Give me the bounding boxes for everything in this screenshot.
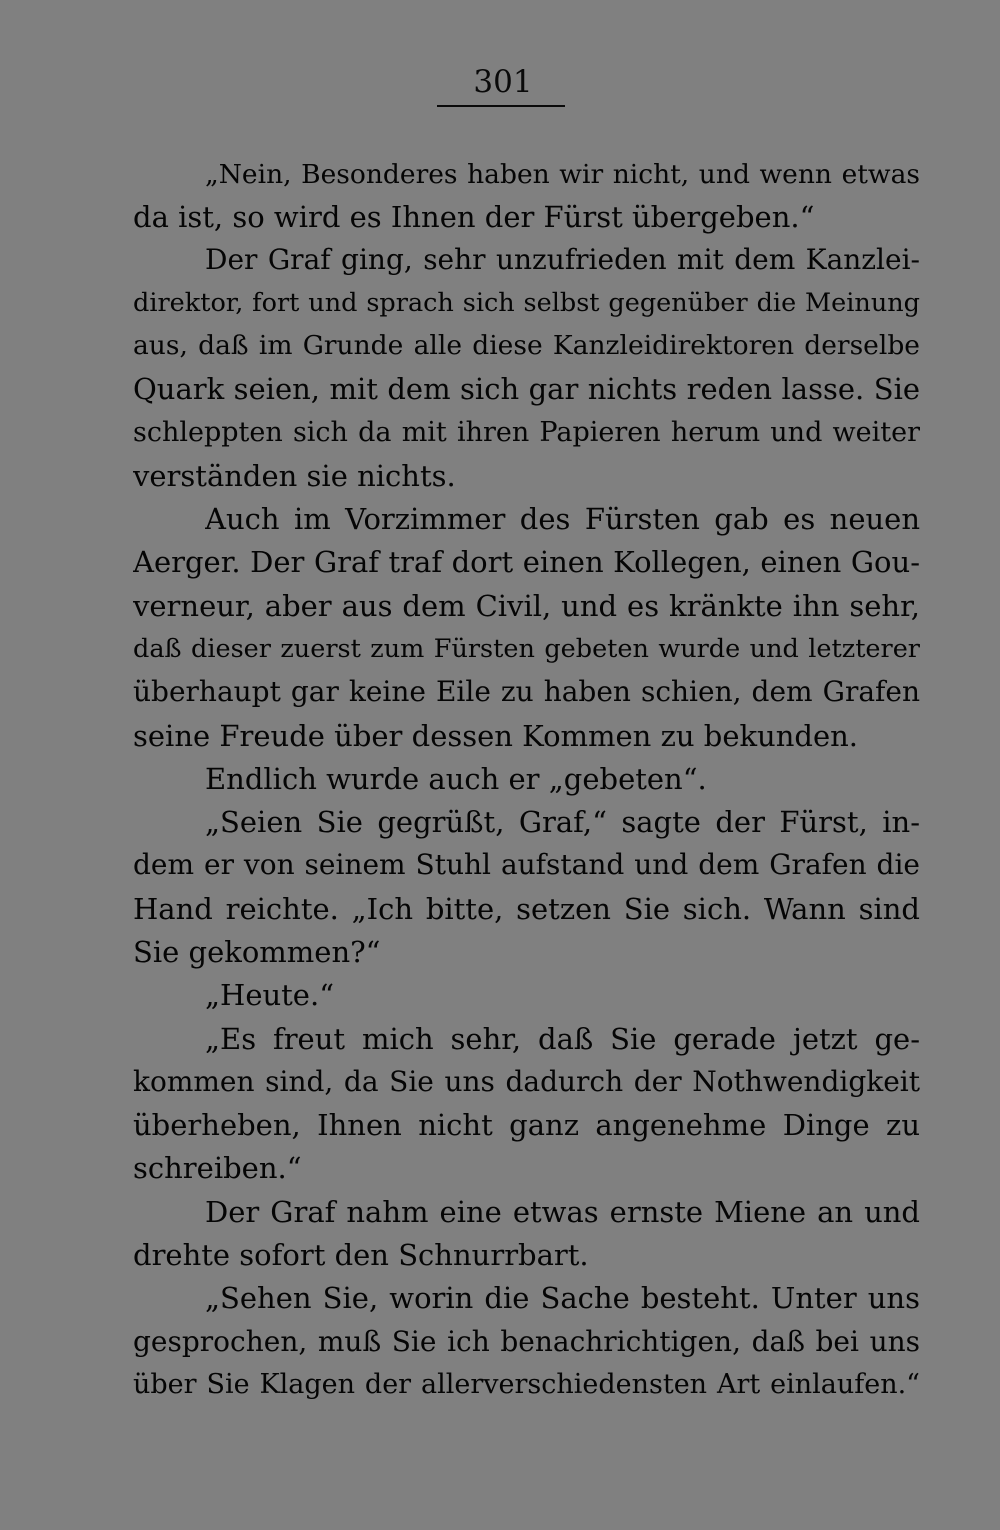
text-line: schleppten sich da mit ihren Papieren herum und weiter [133,417,920,448]
text-line: Sie gekommen?“ [133,935,381,969]
text-line: kommen sind, da Sie uns dadurch der Nothwendigkeit [133,1065,920,1098]
text-line: drehte sofort den Schnurrbart. [133,1238,589,1272]
text-line: über Sie Klagen der allerverschiedensten Art einlaufen.“ [133,1369,920,1400]
text-line: aus, daß im Grunde alle diese Kanzleidirektoren derselbe [133,330,920,361]
text-line: verneur, aber aus dem Civil, und es kränkte ihn sehr, [133,589,920,623]
text-line: gesprochen, muß Sie ich benachrichtigen, daß bei uns [133,1325,920,1358]
text-line: Der Graf ging, sehr unzufrieden mit dem Kanzlei- [205,243,920,276]
text-line: Quark seien, mit dem sich gar nichts reden lasse. Sie [133,372,920,406]
text-line: Auch im Vorzimmer des Fürsten gab es neuen [205,502,920,536]
text-line: Aerger. Der Graf traf dort einen Kollegen, einen Gou- [133,545,920,579]
page-number: 301 [473,64,533,100]
text-line: da ist, so wird es Ihnen der Fürst übergeben.“ [133,200,815,234]
text-line: „Sehen Sie, worin die Sache besteht. Unter uns [205,1281,920,1315]
text-line: „Heute.“ [205,978,335,1012]
text-line: Der Graf nahm eine etwas ernste Miene an und [205,1195,920,1229]
text-line: daß dieser zuerst zum Fürsten gebeten wurde und letzterer [133,634,920,664]
text-line: seine Freude über dessen Kommen zu bekunden. [133,719,859,753]
header-rule [437,105,565,107]
text-line: Endlich wurde auch er „gebeten“. [205,762,707,796]
text-line: „Nein, Besonderes haben wir nicht, und wenn etwas [205,159,920,190]
text-line: „Es freut mich sehr, daß Sie gerade jetzt ge- [205,1022,920,1056]
text-line: verständen sie nichts. [133,459,456,493]
text-line: überheben, Ihnen nicht ganz angenehme Dinge zu [133,1108,920,1142]
text-line: „Seien Sie gegrüßt, Graf,“ sagte der Fürst, in- [205,805,920,839]
text-line: schreiben.“ [133,1151,302,1185]
text-line: Hand reichte. „Ich bitte, setzen Sie sich. Wann sind [133,892,920,926]
text-line: überhaupt gar keine Eile zu haben schien, dem Grafen [133,675,920,708]
text-line: direktor, fort und sprach sich selbst gegenüber die Meinung [133,288,920,318]
text-line: dem er von seinem Stuhl aufstand und dem Grafen die [133,848,920,881]
